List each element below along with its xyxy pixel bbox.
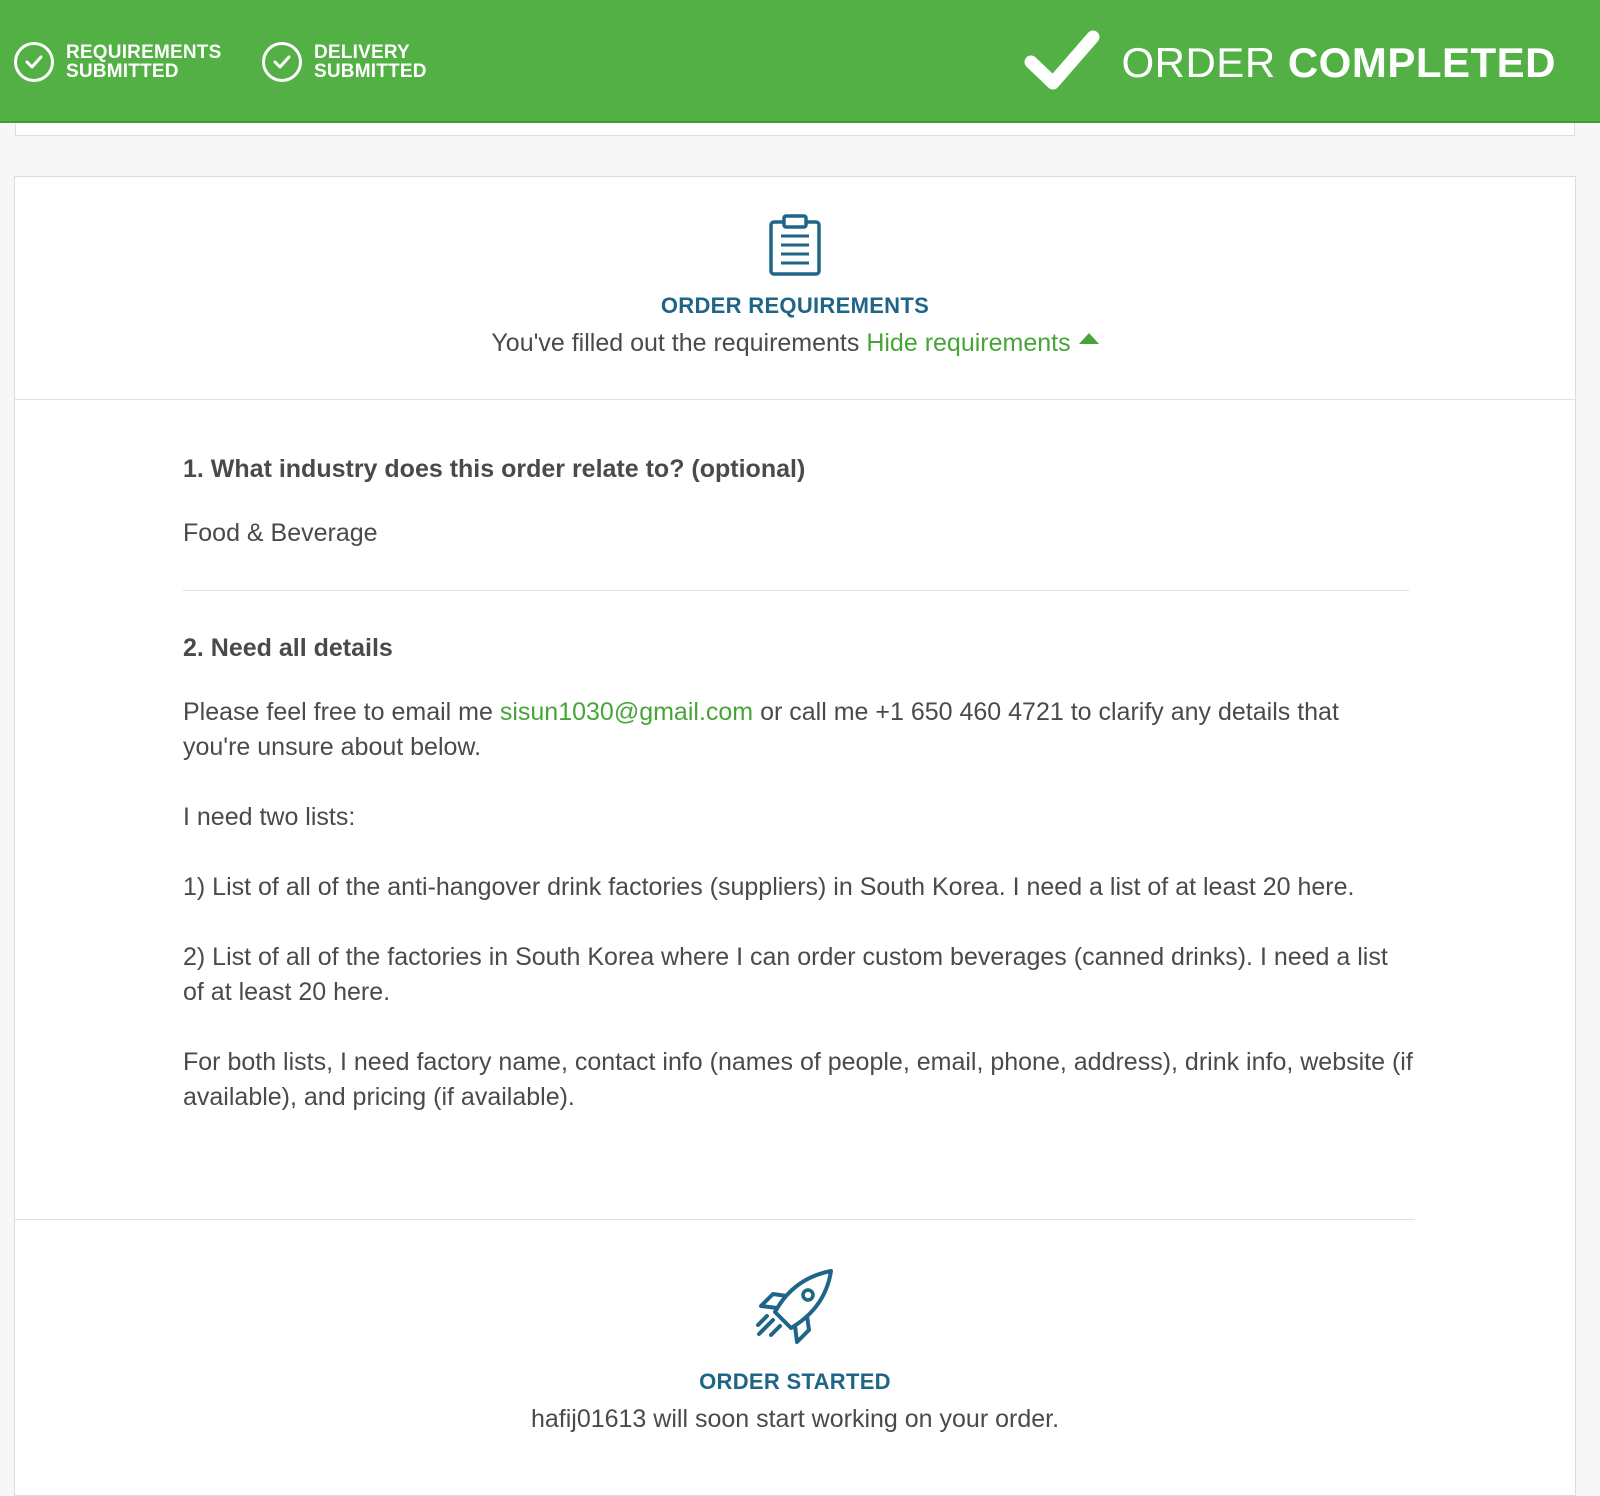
step-label-line1: DELIVERY bbox=[314, 42, 410, 63]
order-timeline-card bbox=[14, 176, 1576, 1496]
question-1-answer: Food & Beverage bbox=[183, 519, 378, 547]
clipboard-icon bbox=[768, 263, 822, 280]
step-requirements-submitted bbox=[14, 42, 221, 82]
order-started-title: ORDER STARTED bbox=[699, 1369, 891, 1394]
question-2-title: 2. Need all details bbox=[183, 634, 393, 662]
status-light: ORDER bbox=[1121, 38, 1276, 86]
step-label bbox=[314, 43, 427, 81]
previous-card-edge bbox=[15, 123, 1575, 136]
step-label-line2: SUBMITTED bbox=[66, 61, 179, 82]
question-divider bbox=[183, 590, 1409, 591]
order-started-section bbox=[15, 1220, 1575, 1434]
order-started-subtitle: hafij01613 will soon start working on your order. bbox=[530, 1405, 1060, 1433]
hide-requirements-link[interactable] bbox=[866, 329, 1098, 357]
email-link[interactable]: sisun1030@gmail.com bbox=[499, 698, 754, 726]
requirements-header bbox=[15, 177, 1575, 400]
caret-up-icon[interactable] bbox=[1079, 333, 1099, 344]
question-2-paragraph-1 bbox=[183, 695, 1413, 765]
status-bold: COMPLETED bbox=[1287, 38, 1556, 86]
paragraph-1-before: Please feel free to email me bbox=[183, 698, 493, 726]
rocket-icon bbox=[753, 1335, 837, 1352]
question-2-paragraph-5: For both lists, I need factory name, contact info (names of people, email, phone, address), drink info, website (if available), and pricing (if available). bbox=[183, 1048, 1413, 1111]
order-status-banner bbox=[0, 0, 1600, 123]
requirements-subtitle bbox=[15, 329, 1575, 358]
question-2-paragraph-4: 2) List of all of the factories in South Korea where I can order custom beverages (canned drinks). I need a list of at least 20 here. bbox=[183, 943, 1388, 1006]
paragraph-1-after: or call me +1 650 460 4721 to clarify any details that you're unsure about below. bbox=[183, 698, 1339, 761]
step-label-line2: SUBMITTED bbox=[314, 61, 427, 82]
step-delivery-submitted bbox=[262, 42, 427, 82]
requirements-subtitle-text: You've filled out the requirements bbox=[491, 329, 860, 357]
requirements-answers bbox=[15, 400, 1415, 1220]
question-2-paragraph-2: I need two lists: bbox=[183, 803, 356, 831]
order-completed-status bbox=[1023, 28, 1556, 97]
question-1-title: 1. What industry does this order relate to? (optional) bbox=[183, 455, 806, 483]
order-completed-text bbox=[1121, 30, 1556, 96]
hide-requirements-label[interactable]: Hide requirements bbox=[866, 329, 1071, 357]
step-label-line1: REQUIREMENTS bbox=[66, 42, 222, 63]
step-label bbox=[66, 43, 221, 81]
question-2-paragraph-3: 1) List of all of the anti-hangover drink factories (suppliers) in South Korea. I need a list of at least 20 here. bbox=[183, 873, 1355, 901]
check-circle-icon bbox=[14, 42, 54, 82]
large-check-icon bbox=[1023, 28, 1101, 97]
requirements-title: ORDER REQUIREMENTS bbox=[660, 293, 930, 318]
check-circle-icon bbox=[262, 42, 302, 82]
